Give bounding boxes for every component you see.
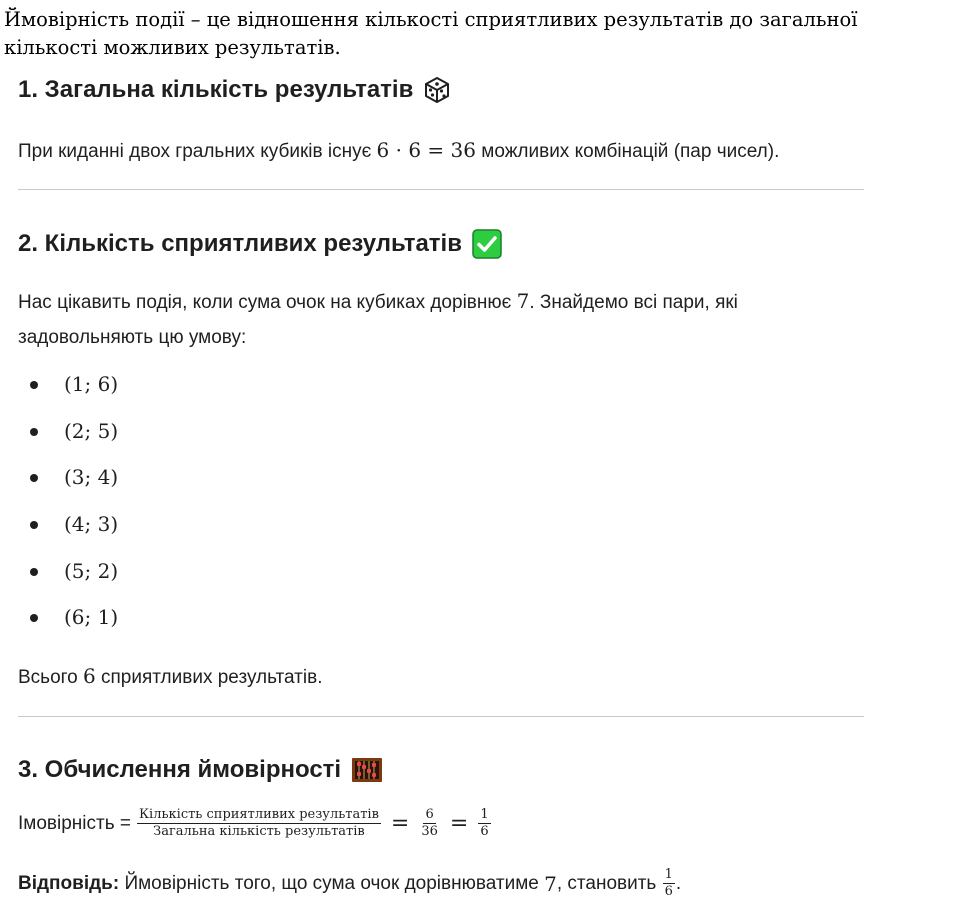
bullet — [30, 381, 38, 389]
bullet — [30, 614, 38, 622]
answer-line — [18, 868, 681, 900]
pair-item: (1; 6) — [64, 372, 119, 396]
answer-end: . — [675, 872, 682, 894]
section-2-text-line-1 — [18, 289, 738, 314]
fraction-1-6-denominator: 6 — [480, 824, 489, 840]
check-box-icon — [472, 229, 502, 259]
answer-fraction-denominator: 6 — [664, 884, 673, 900]
answer-fraction-numerator: 1 — [663, 868, 675, 884]
probability-formula — [18, 808, 497, 840]
answer-label: Відповідь: — [18, 872, 120, 894]
section-2-total — [18, 664, 322, 689]
divider-1 — [18, 189, 864, 190]
divider-2 — [18, 716, 864, 717]
section-1-text-after: можливих комбінацій (пар чисел). — [476, 141, 780, 162]
section-2-line-1-before: Нас цікавить подія, коли сума очок на кубиках дорівнює — [18, 292, 517, 313]
pair-item: (5; 2) — [64, 559, 119, 583]
intro-line-2: кількості можливих результатів. — [4, 36, 341, 59]
fraction-words-numerator: Кількість сприятливих результатів — [137, 808, 381, 824]
bullet — [30, 568, 38, 576]
abacus-icon — [351, 757, 383, 783]
pair-item: (4; 3) — [64, 512, 119, 536]
section-1-heading — [18, 76, 451, 104]
section-2-line-1-math: 7 — [516, 289, 530, 313]
bullet — [30, 474, 38, 482]
pair-item: (6; 1) — [64, 605, 119, 629]
fraction-6-36 — [419, 808, 440, 840]
formula-label: Імовірність = — [18, 812, 131, 834]
section-3-heading — [18, 756, 383, 784]
pair-item: (3; 4) — [64, 465, 119, 489]
fraction-words — [137, 808, 381, 840]
fraction-1-6-numerator: 1 — [478, 808, 490, 824]
intro-paragraph — [4, 6, 964, 62]
section-2-heading — [18, 229, 502, 259]
section-1-heading-text: 1. Загальна кількість результатів — [18, 76, 414, 103]
answer-fraction — [663, 868, 675, 900]
bullet — [30, 428, 38, 436]
answer-math: 7 — [544, 871, 557, 896]
section-1-text — [18, 138, 779, 163]
section-2-total-before: Всього — [18, 667, 83, 688]
fraction-words-denominator: Загальна кількість результатів — [153, 824, 365, 840]
section-1-math: 6 · 6 = 36 — [376, 138, 476, 162]
fraction-6-36-denominator: 36 — [421, 824, 438, 840]
answer-text: Ймовірність того, що сума очок дорівнюватиме — [119, 872, 545, 894]
equals-sign: = — [449, 811, 469, 837]
dice-icon — [423, 76, 451, 104]
intro-line-1: Ймовірність події – це відношення кількості сприятливих результатів до загальної — [4, 8, 858, 31]
section-2-line-1-after: . Знайдемо всі пари, які — [529, 292, 738, 313]
section-2-total-after: сприятливих результатів. — [95, 667, 323, 688]
pair-item: (2; 5) — [64, 419, 119, 443]
section-1-text-before: При киданні двох гральних кубиків існує — [18, 141, 377, 162]
section-2-total-math: 6 — [83, 664, 96, 688]
answer-after: , становить — [556, 872, 662, 894]
fraction-6-36-numerator: 6 — [423, 808, 435, 824]
equals-sign: = — [390, 811, 410, 837]
section-2-text-line-2: задовольняють цю умову: — [18, 327, 247, 348]
section-2-heading-text: 2. Кількість сприятливих результатів — [18, 230, 462, 257]
section-3-heading-text: 3. Обчислення ймовірності — [18, 756, 342, 783]
fraction-1-6 — [478, 808, 490, 840]
bullet — [30, 521, 38, 529]
